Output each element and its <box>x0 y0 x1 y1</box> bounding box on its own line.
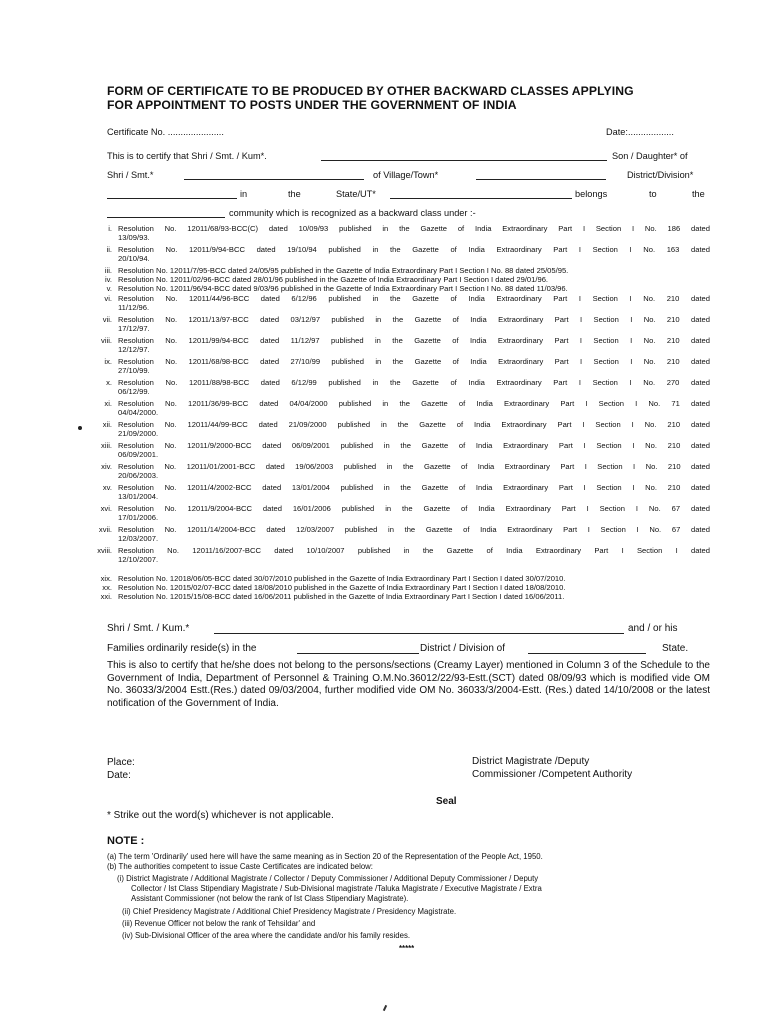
resolution-number: xxi. <box>100 592 112 601</box>
strike-note: * Strike out the word(s) whichever is not applicable. <box>107 810 334 821</box>
village-label: of Village/Town* <box>373 170 439 180</box>
scan-stroke-mark <box>383 1005 387 1011</box>
place-label: Place: <box>107 757 135 768</box>
resolution-number: xii. <box>102 420 112 429</box>
scan-dot-mark <box>78 426 82 430</box>
resolution-date-continuation: 13/01/2004. <box>118 491 159 501</box>
district-division-label: District / Division of <box>420 643 506 654</box>
resolution-number: xvi. <box>100 504 112 513</box>
resolution-text: Resolution No. 12011/9/2000-BCC dated 06/09/2001 published in the Gazette of India Extraordinary Part I Section I No. 210 dated <box>118 441 710 450</box>
shri-kum-blank <box>214 623 624 634</box>
state-end-label: State. <box>662 643 689 654</box>
resolution-date-continuation: 06/09/2001. <box>118 449 159 459</box>
resolution-number: iii. <box>104 266 112 275</box>
end-stars: ***** <box>399 944 415 953</box>
note-b-iv: (iv) Sub-Divisional Officer of the area where the candidate and/or his family resides. <box>122 931 411 940</box>
resolution-date-continuation: 17/12/97. <box>118 323 150 333</box>
parent-label: Shri / Smt.* <box>107 170 154 180</box>
resolution-number: ii. <box>106 245 112 254</box>
district-label: District/Division* <box>627 170 694 180</box>
resolution-number: viii. <box>101 336 112 345</box>
community-blank <box>107 208 225 218</box>
resolution-date-continuation: 12/12/97. <box>118 344 150 354</box>
form-title-line-1: FORM OF CERTIFICATE TO BE PRODUCED BY OTHER BACKWARD CLASSES APPLYING <box>107 84 634 98</box>
resolution-text: Resolution No. 12011/44/96-BCC dated 6/12/96 published in the Gazette of India Extraordinary Part I Section I No. 210 dated <box>118 294 710 303</box>
resolution-number: v. <box>106 284 112 293</box>
resolution-date-continuation: 27/10/99. <box>118 365 150 375</box>
resolution-date-continuation: 04/04/2000. <box>118 407 159 417</box>
resolution-text: Resolution No. 12011/68/93-BCC(C) dated 10/09/93 published in the Gazette of India Extraordinary Part I Section I No. 186 dated <box>118 224 710 233</box>
resolution-text: Resolution No. 12011/96/94-BCC dated 9/03/96 published in the Gazette of India Extraordinary Part I Section I No. 88 dated 11/03/96. <box>118 284 568 293</box>
resolution-text: Resolution No. 12015/15/08-BCC dated 16/06/2011 published in the Gazette of India Extraordinary Part I Section I dated 16/06/2011. <box>118 592 565 601</box>
resolution-date-continuation: 20/06/2003. <box>118 470 159 480</box>
seal-label: Seal <box>436 796 457 807</box>
note-b-i-line-1: (i) District Magistrate / Additional Magistrate / Collector / Deputy Commissioner / Additional Deputy Commissioner / Deputy <box>117 874 539 883</box>
resolution-text: Resolution No. 12011/7/95-BCC dated 24/05/95 published in the Gazette of India Extraordinary Part I Section I No. 88 dated 25/05/95. <box>118 266 569 275</box>
resolution-text: Resolution No. 12011/4/2002-BCC dated 13/01/2004 published in the Gazette of India Extraordinary Part I Section I No. 210 dated <box>118 483 710 492</box>
note-b: (b) The authorities competent to issue Caste Certificates are indicated below: <box>107 862 373 871</box>
resolution-date-continuation: 12/03/2007. <box>118 533 159 543</box>
resolution-number: xx. <box>102 583 112 592</box>
state-label: State/UT* <box>336 189 376 199</box>
community-label: community which is recognized as a backward class under :- <box>229 208 476 218</box>
resolution-number: ix. <box>104 357 112 366</box>
resolution-date-continuation: 06/12/99. <box>118 386 150 396</box>
resolution-date-continuation: 21/09/2000. <box>118 428 159 438</box>
resolution-text: Resolution No. 12011/01/2001-BCC dated 19/06/2003 published in the Gazette of India Extraordinary Part I Section I No. 210 dated <box>118 462 710 471</box>
resolution-text: Resolution No. 12011/88/98-BCC dated 6/12/99 published in the Gazette of India Extraordinary Part I Section I No. 270 dated <box>118 378 710 387</box>
creamy-layer-paragraph: This is also to certify that he/she does not belong to the persons/sections (Creamy Layer) mentioned in Column 3 of the Schedule to the Government of India, Department of Personnel & Training O.M.No.36012/22/93-Estt.(SCT) dated 08/09/93 which is modified vide OM No. 36033/3/2004 Estt.(Res.) dated 09/03/2004, further modified vide OM No. 36033/3/2004-Estt. (Res.) dated 14/10/2008 or the latest notification of the Government of India. <box>107 660 710 709</box>
resolution-date-continuation: 11/12/96. <box>118 302 150 312</box>
resolution-number: xix. <box>100 574 112 583</box>
parent-name-blank <box>184 170 364 180</box>
resolution-number: iv. <box>104 275 112 284</box>
son-daughter-label: Son / Daughter* of <box>612 151 688 161</box>
in-label: in <box>240 189 248 199</box>
resolution-number: x. <box>106 378 112 387</box>
note-heading: NOTE : <box>107 835 145 847</box>
resolution-text: Resolution No. 12011/9/2004-BCC dated 16/01/2006 published in the Gazette of India Extraordinary Part I Section I No. 67 dated <box>118 504 710 513</box>
resolution-text: Resolution No. 12011/36/99-BCC dated 04/04/2000 published in the Gazette of India Extraordinary Part I Section I No. 71 dated <box>118 399 710 408</box>
form-title-line-2: FOR APPOINTMENT TO POSTS UNDER THE GOVERNMENT OF INDIA <box>107 98 517 112</box>
authority-line-1: District Magistrate /Deputy <box>472 756 590 767</box>
resolution-number: xiii. <box>101 441 112 450</box>
resolution-date-continuation: 17/01/2006. <box>118 512 159 522</box>
resolution-text: Resolution No. 12011/99/94-BCC dated 11/12/97 published in the Gazette of India Extraordinary Part I Section I No. 210 dated <box>118 336 710 345</box>
resolution-number: vi. <box>104 294 112 303</box>
to-label: to <box>649 189 657 199</box>
belongs-label: belongs <box>575 189 608 199</box>
note-a: (a) The term 'Ordinarily' used here will have the same meaning as in Section 20 of the Representation of the People Act, 1950. <box>107 852 543 861</box>
resolution-text: Resolution No. 12011/14/2004-BCC dated 12/03/2007 published in the Gazette of India Extraordinary Part I Section I No. 67 dated <box>118 525 710 534</box>
resolution-text: Resolution No. 12011/9/94-BCC dated 19/10/94 published in the Gazette of India Extraordinary Part I Section I No. 163 dated <box>118 245 710 254</box>
resolution-text: Resolution No. 12018/06/05-BCC dated 30/07/2010 published in the Gazette of India Extraordinary Part I Section I dated 30/07/2010. <box>118 574 566 583</box>
certify-line-1-label: This is to certify that Shri / Smt. / Kum*. <box>107 151 267 161</box>
date-label: Date: <box>107 770 131 781</box>
resolution-date-continuation: 13/09/93. <box>118 232 150 242</box>
note-b-iii: (iii) Revenue Officer not below the rank of Tehsildar' and <box>122 919 316 928</box>
note-b-i-line-3: Assistant Commissioner (not below the rank of Ist Class Stipendiary Magistrate). <box>131 894 409 903</box>
authority-line-2: Commissioner /Competent Authority <box>472 769 633 780</box>
resolution-number: xiv. <box>101 462 112 471</box>
resolution-text: Resolution No. 12011/13/97-BCC dated 03/12/97 published in the Gazette of India Extraordinary Part I Section I No. 210 dated <box>118 315 710 324</box>
resolution-number: i. <box>108 224 112 233</box>
form-title <box>107 84 717 112</box>
note-b-ii: (ii) Chief Presidency Magistrate / Additional Chief Presidency Magistrate / Presidency Magistrate. <box>122 907 457 916</box>
the-label-2: the <box>692 189 705 199</box>
certificate-number: Certificate No. ...................... <box>107 127 224 137</box>
resolution-number: vii. <box>102 315 112 324</box>
resolution-text: Resolution No. 12011/44/99-BCC dated 21/09/2000 published in the Gazette of India Extraordinary Part I Section I No. 210 dated <box>118 420 710 429</box>
resolution-number: xvii. <box>98 525 112 534</box>
resolution-date-continuation: 20/10/94. <box>118 253 150 263</box>
shri-kum-label: Shri / Smt. / Kum.* <box>107 623 190 634</box>
and-or-his-label: and / or his <box>628 623 678 634</box>
families-district-blank <box>297 643 419 654</box>
resolution-text: Resolution No. 12011/68/98-BCC dated 27/10/99 published in the Gazette of India Extraordinary Part I Section I No. 210 dated <box>118 357 710 366</box>
families-state-blank <box>528 643 646 654</box>
district-blank <box>107 189 237 199</box>
state-blank <box>390 189 572 199</box>
resolution-number: xviii. <box>97 546 112 555</box>
resolution-date-continuation: 12/10/2007. <box>118 554 159 564</box>
note-b-i-line-2: Collector / Ist Class Stipendiary Magistrate / Sub-Divisional magistrate /Taluka Magistrate / Executive Magistrate / Extra <box>131 884 542 893</box>
families-label: Families ordinarily reside(s) in the <box>107 643 257 654</box>
village-blank <box>476 170 606 180</box>
resolution-number: xi. <box>104 399 112 408</box>
resolution-number: xv. <box>102 483 112 492</box>
name-blank <box>321 151 607 161</box>
resolution-text: Resolution No. 12011/16/2007-BCC dated 10/10/2007 published in the Gazette of India Extraordinary Part I Section I dated <box>118 546 710 555</box>
the-label: the <box>288 189 301 199</box>
resolution-text: Resolution No. 12011/02/96-BCC dated 28/01/96 published in the Gazette of India Extraordinary Part I Section I dated 29/01/96. <box>118 275 549 284</box>
certificate-date: Date:.................. <box>606 127 674 137</box>
resolution-text: Resolution No. 12015/02/07-BCC dated 18/08/2010 published in the Gazette of India Extraordinary Part I Section I dated 18/08/2010. <box>118 583 566 592</box>
